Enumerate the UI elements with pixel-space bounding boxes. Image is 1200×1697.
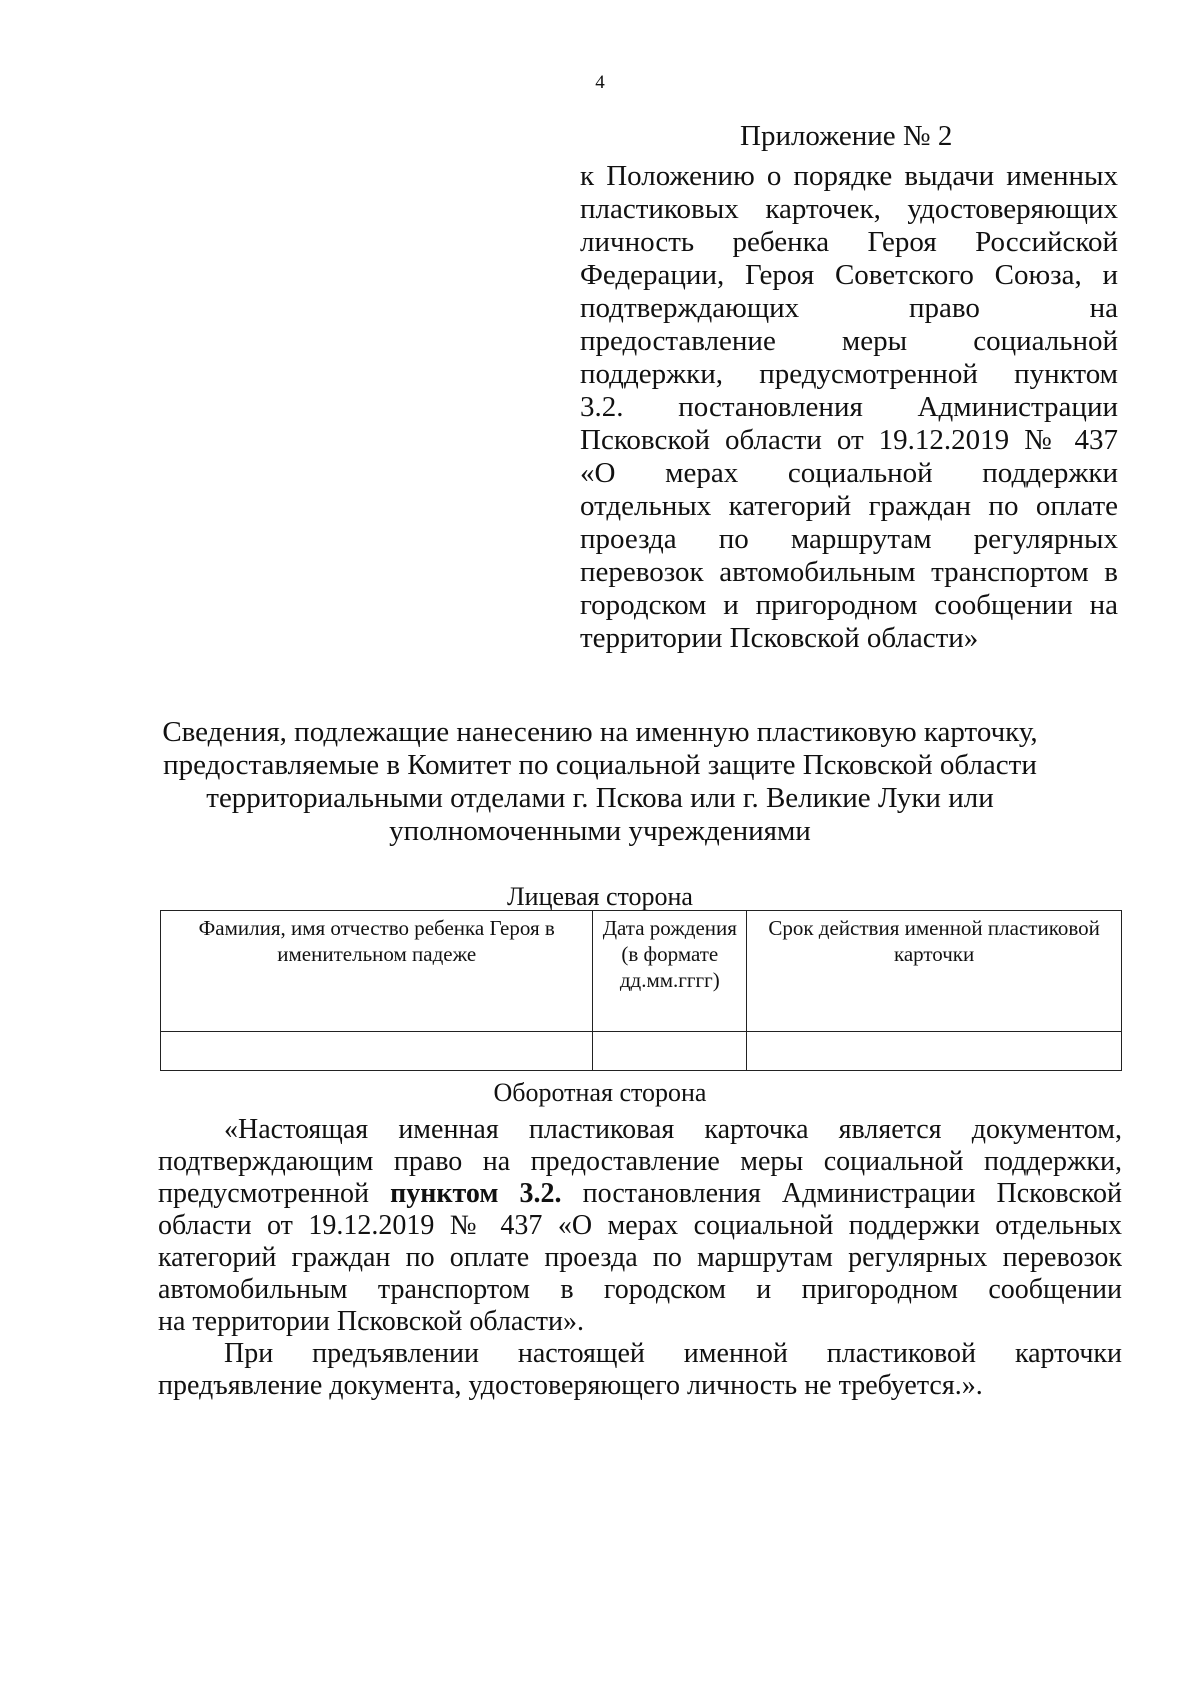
table-cell-birth-date — [593, 1032, 747, 1071]
paragraph-line: подтверждающим право на предоставление меры социальной поддержки, — [158, 1146, 1122, 1177]
paragraph-line — [158, 1178, 1122, 1210]
appendix-reference-line: Псковской области от 19.12.2019 № 437 — [580, 424, 1118, 456]
appendix-reference-line: предоставление меры социальной — [580, 325, 1118, 357]
back-side-caption: Оборотная сторона — [493, 1078, 707, 1107]
appendix-reference-line: перевозок автомобильным транспортом в — [580, 556, 1118, 588]
appendix-reference — [580, 160, 1118, 655]
appendix-reference-line: личность ребенка Героя Российской — [580, 226, 1118, 258]
appendix-reference-line: территории Псковской области» — [580, 622, 979, 654]
appendix-reference-line: 3.2. постановления Администрации — [580, 391, 1118, 423]
appendix-reference-line: Федерации, Героя Советского Союза, и — [580, 259, 1118, 291]
bold-clause-reference: пунктом 3.2. — [390, 1178, 562, 1209]
paragraph-text: предусмотренной — [158, 1178, 370, 1209]
back-side-paragraph — [158, 1338, 1122, 1402]
back-side-paragraph — [158, 1114, 1122, 1338]
page-number: 4 — [595, 72, 605, 93]
appendix-reference-line: поддержки, предусмотренной пунктом — [580, 358, 1118, 390]
appendix-reference-line: «О мерах социальной поддержки — [580, 457, 1118, 489]
heading-line: территориальными отделами г. Пскова или г. Великие Луки или — [206, 782, 994, 814]
table-cell-card-validity — [747, 1032, 1122, 1071]
column-header-birth-date: Дата рождения (в формате дд.мм.гггг) — [593, 911, 747, 1032]
appendix-reference-line: к Положению о порядке выдачи именных — [580, 160, 1118, 192]
paragraph-line: «Настоящая именная пластиковая карточка является документом, — [224, 1114, 1122, 1145]
table-header-row — [161, 911, 1122, 1032]
paragraph-line: на территории Псковской области». — [158, 1306, 584, 1337]
appendix-reference-line: городском и пригородном сообщении на — [580, 589, 1118, 621]
paragraph-text: постановления Администрации Псковской — [582, 1178, 1123, 1209]
heading-line: уполномоченными учреждениями — [389, 815, 811, 847]
appendix-title: Приложение № 2 — [740, 120, 953, 152]
appendix-reference-line: проезда по маршрутам регулярных — [580, 523, 1118, 555]
appendix-reference-line: подтверждающих право на — [580, 292, 1118, 324]
column-header-full-name: Фамилия, имя отчество ребенка Героя в именительном падеже — [161, 911, 593, 1032]
section-heading — [150, 716, 1050, 848]
paragraph-line: автомобильным транспортом в городском и пригородном сообщении — [158, 1274, 1122, 1305]
appendix-reference-line: отдельных категорий граждан по оплате — [580, 490, 1118, 522]
card-front-table — [160, 910, 1122, 1071]
heading-line: Сведения, подлежащие нанесению на именную пластиковую карточку, — [162, 716, 1038, 748]
heading-line: предоставляемые в Комитет по социальной защите Псковской области — [163, 749, 1037, 781]
table-row — [161, 1032, 1122, 1071]
appendix-reference-line: пластиковых карточек, удостоверяющих — [580, 193, 1118, 225]
paragraph-line: категорий граждан по оплате проезда по маршрутам регулярных перевозок — [158, 1242, 1122, 1273]
front-side-caption: Лицевая сторона — [507, 882, 693, 911]
paragraph-line: предъявление документа, удостоверяющего личность не требуется.». — [158, 1370, 983, 1401]
column-header-card-validity: Срок действия именной пластиковой карточки — [747, 911, 1122, 1032]
paragraph-line: При предъявлении настоящей именной пластиковой карточки — [224, 1338, 1122, 1369]
table-cell-full-name — [161, 1032, 593, 1071]
paragraph-line: области от 19.12.2019 № 437 «О мерах социальной поддержки отдельных — [158, 1210, 1122, 1241]
back-side-text — [158, 1114, 1122, 1402]
